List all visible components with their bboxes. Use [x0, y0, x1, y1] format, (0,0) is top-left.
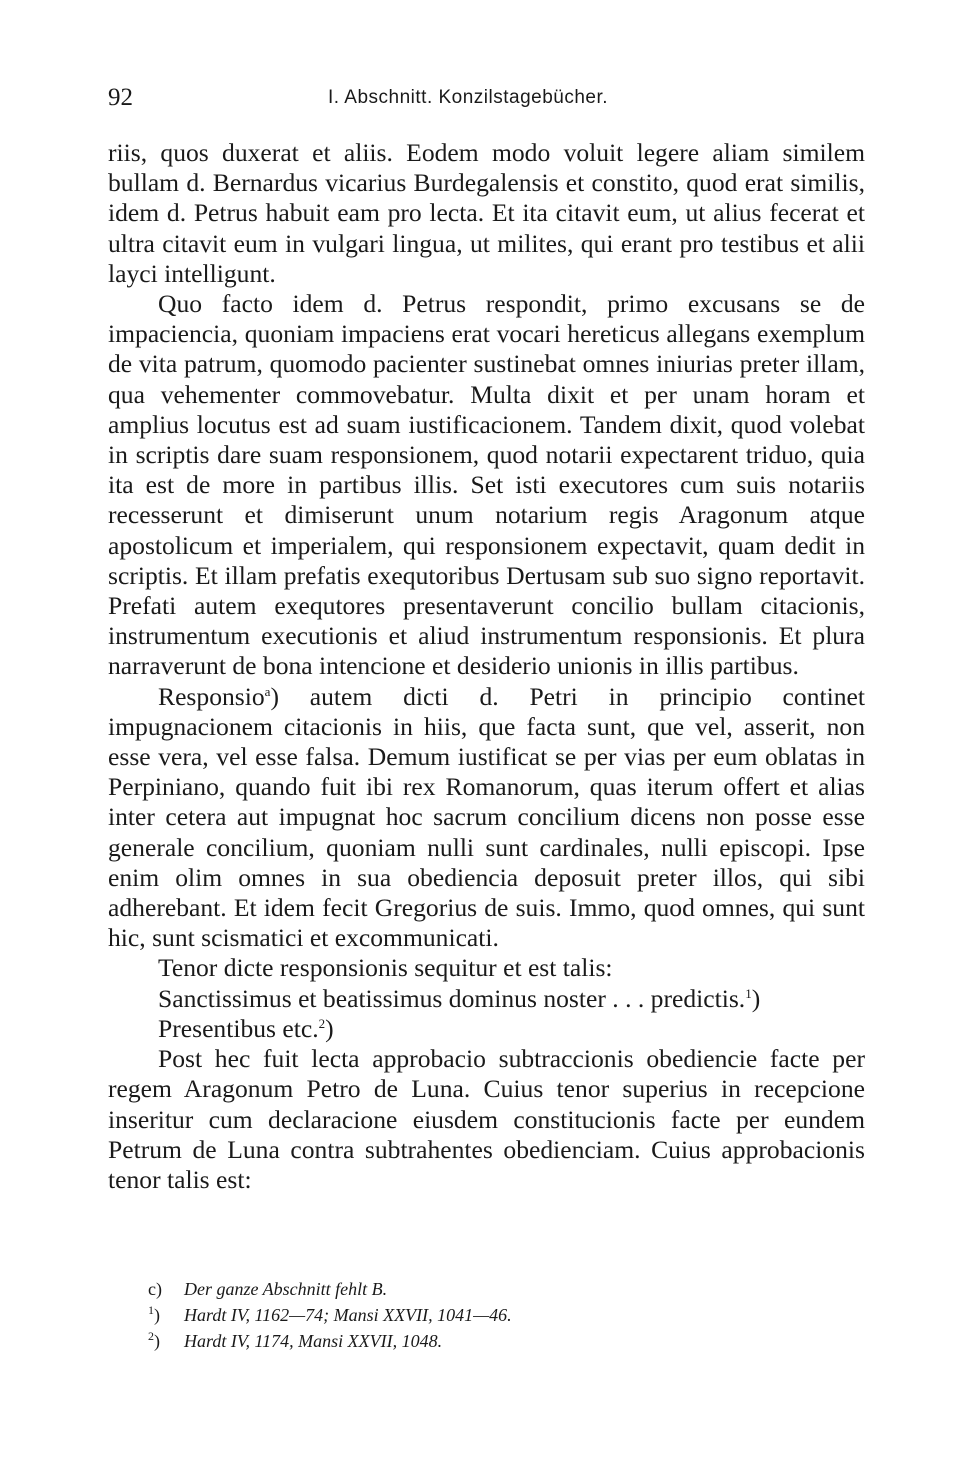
footnotes [148, 1276, 748, 1354]
footnote-ref-1: 1 [745, 985, 752, 1001]
footnote-text: Der ganze Abschnitt fehlt B. [184, 1279, 388, 1299]
footnote-sup: 1 [148, 1303, 154, 1317]
paragraph-1: riis, quos duxerat et aliis. Eodem modo voluit legere aliam similem bullam d. Bernardus vicarius Burdegalensis et constito, quod erat similis, idem d. Petrus habuit eam pro lecta. Et ita citavit eum, ut alius fecerat et ultra citavit eum in vulgari lingua, ut milites, qui erant pro testibus et alii layci intelligunt. [108, 138, 865, 288]
page-header [108, 84, 868, 124]
presentibus-text: Presentibus etc. [158, 1013, 319, 1043]
footnote-mark [148, 1276, 184, 1302]
paragraph-3-start: Responsio [158, 681, 265, 711]
footnote-c [148, 1276, 748, 1302]
presentibus-line [108, 1014, 865, 1044]
footnote-1 [148, 1302, 748, 1328]
paragraph-4: Post hec fuit lecta approbacio subtraccionis obediencie facte per regem Aragonum Petro de Luna. Cuius tenor superius in recepcione inseritur cum declaracione eiusdem constitucionis facte per eundem Petrum de Luna contra subtrahentes obedienciam. Cuius approbacionis tenor talis est: [108, 1044, 865, 1194]
paragraph-3 [108, 682, 865, 954]
paragraph-3-rest: ) autem dicti d. Petri in principio continet impugnacionem citacionis in hiis, que facta sunt, que vel, asserit, non esse vera, vel esse falsa. Demum iustificat se per vias per eum oblatas in Perpiniano, quando fuit ibi rex Romanorum, quas iterum offert et alias inter cetera aut impugnat hoc sacrum concilium dicens non posse esse generale concilium, quoniam nulli sunt cardinales, nulli episcopi. Ipse enim olim omnes in sua obediencia deposuit preter illos, qui sibi adherebant. Et idem fecit Gregorius de suis. Immo, quod omnes, qui sunt hic, sunt scismatici et excommunicati. [108, 681, 865, 953]
footnote-mark-text: ) [154, 1331, 160, 1351]
footnote-sup: 2 [148, 1329, 154, 1343]
page-number: 92 [108, 84, 133, 111]
salutation-line [108, 984, 865, 1014]
salutation-text: Sanctissimus et beatissimus dominus noster . . . predictis. [158, 983, 746, 1013]
paragraph-2: Quo facto idem d. Petrus respondit, primo excusans se de impaciencia, quoniam impaciens erat vocari hereticus allegans exemplum de vita patrum, quomodo pacienter sustinebat omnes iniurias preter illam, qua vehementer commovebatur. Multa dixit et per unam horam et amplius locutus est ad suam iustificacionem. Tandem dixit, quod volebat in scriptis dare suam responsionem, quod notarii expectarent triduo, quia ita est de more in partibus illis. Set isti executores cum suis notariis recesserunt et dimiserunt unum notarium regis Aragonum atque apostolicum et imperialem, qui responsionem expectavit, quam dedit in scriptis. Et illam prefatis exequtoribus Dertusam sub suo signo reportavit. Prefati autem exequtores presentaverunt concilio bullam citacionis, instrumentum executionis et aliud instrumentum responsionis. Et plura narraverunt de bona intencione et desiderio unionis in illis partibus. [108, 289, 865, 681]
tenor-line: Tenor dicte responsionis sequitur et est talis: [158, 953, 613, 983]
running-head: I. Abschnitt. Konzilstagebücher. [328, 87, 609, 108]
footnote-mark-text: ) [154, 1305, 160, 1325]
footnote-text: Hardt IV, 1174, Mansi XXVII, 1048. [184, 1331, 443, 1351]
footnote-2 [148, 1328, 748, 1354]
footnote-ref-2-paren: ) [325, 1013, 334, 1043]
main-text [108, 138, 865, 1195]
footnote-ref-1-paren: ) [751, 983, 761, 1013]
footnote-mark [148, 1302, 184, 1328]
footnote-ref-a: a [264, 683, 271, 699]
footnote-mark [148, 1328, 184, 1354]
footnote-text: Hardt IV, 1162—74; Mansi XXVII, 1041—46. [184, 1305, 512, 1325]
footnote-mark-text: c) [148, 1279, 162, 1299]
footnote-ref-2: 2 [318, 1015, 326, 1031]
